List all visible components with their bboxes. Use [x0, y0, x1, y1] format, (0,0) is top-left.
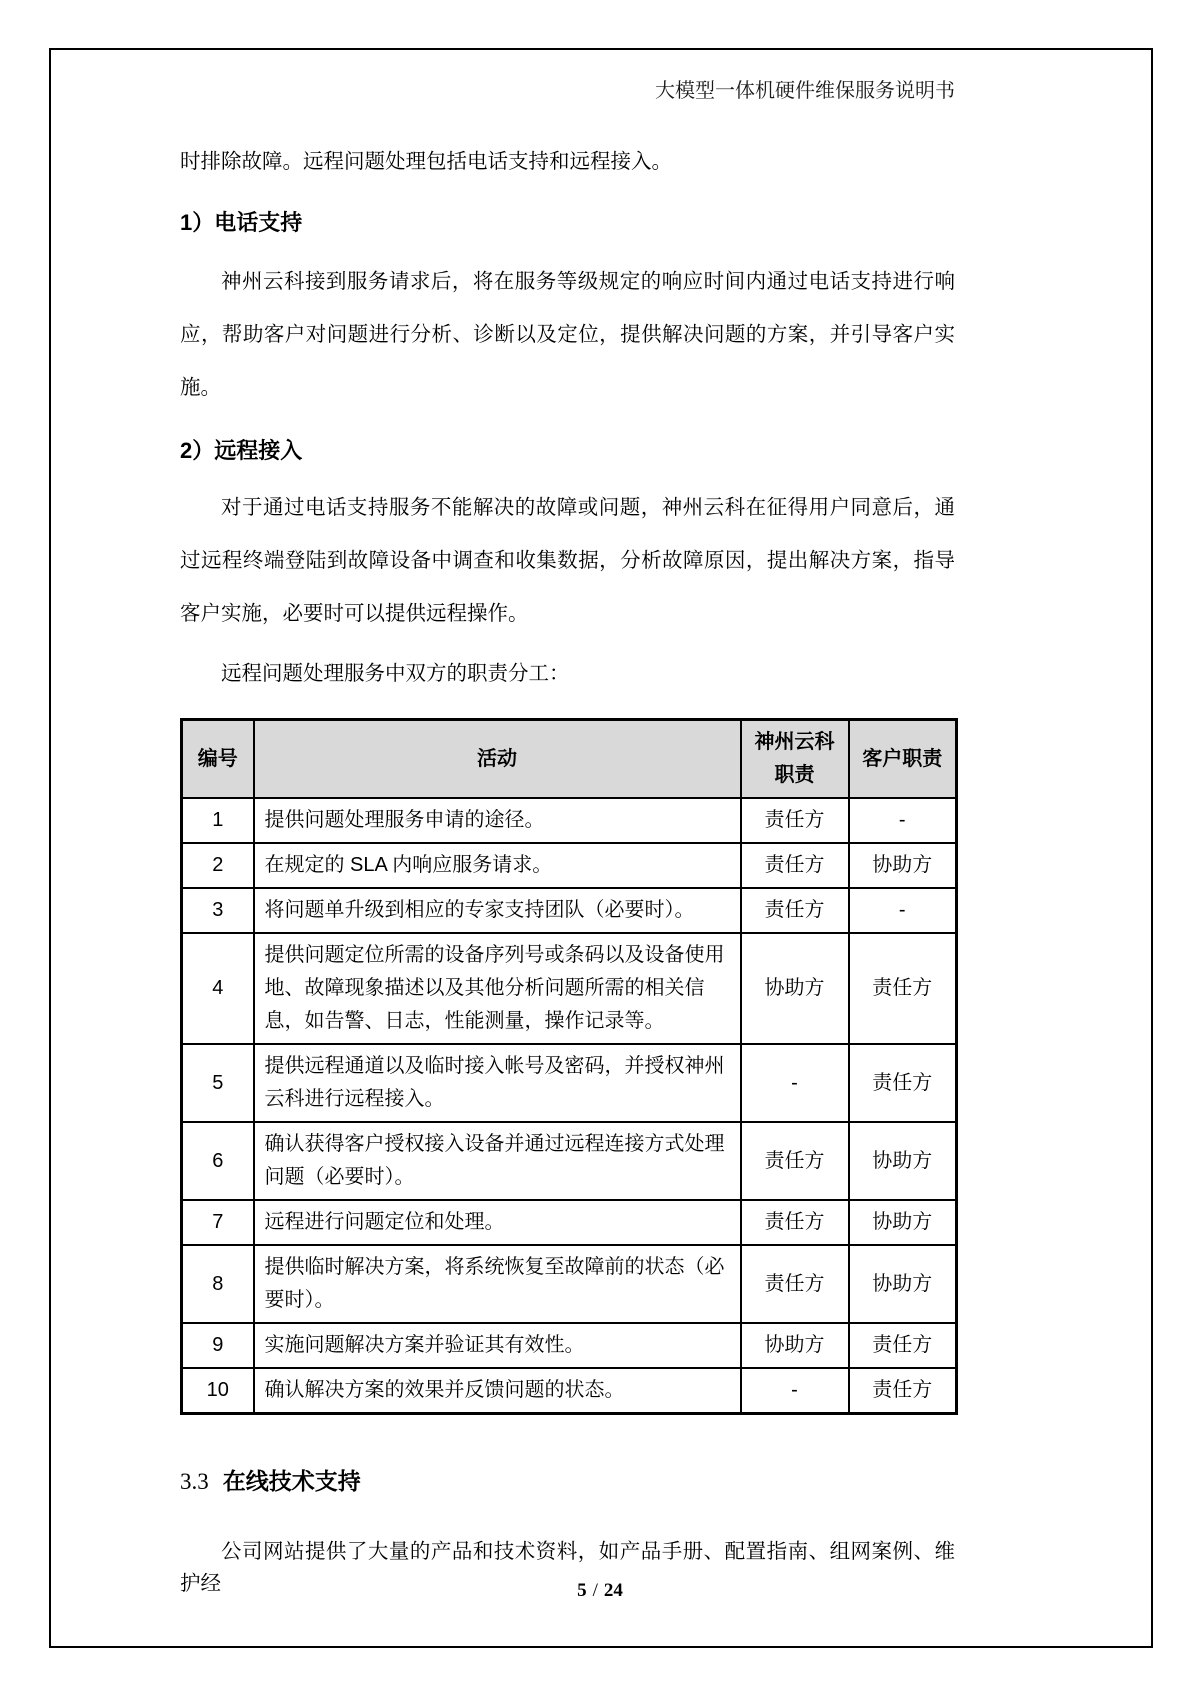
cell-number: 10: [182, 1368, 254, 1414]
responsibility-table: [180, 718, 958, 1415]
intro-paragraph: 时排除故障。远程问题处理包括电话支持和远程接入。: [180, 150, 672, 173]
heading-remote-access: 2）远程接入: [180, 438, 303, 463]
cell-number: 7: [182, 1200, 254, 1245]
cell-activity: 将问题单升级到相应的专家支持团队（必要时）。: [254, 888, 741, 933]
cell-customer-duty: 协助方: [849, 1200, 957, 1245]
cell-activity: 提供问题定位所需的设备序列号或条码以及设备使用地、故障现象描述以及其他分析问题所需的相关信息，如告警、日志，性能测量，操作记录等。: [254, 933, 741, 1044]
header-cell-activity: 活动: [254, 720, 741, 799]
cell-activity: 确认解决方案的效果并反馈问题的状态。: [254, 1368, 741, 1414]
table-row: [182, 1044, 957, 1122]
cell-activity: 确认获得客户授权接入设备并通过远程连接方式处理问题（必要时）。: [254, 1122, 741, 1200]
cell-activity: 提供远程通道以及临时接入帐号及密码，并授权神州云科进行远程接入。: [254, 1044, 741, 1122]
cell-number: 2: [182, 843, 254, 888]
table-row: [182, 888, 957, 933]
footer-separator: /: [592, 1580, 598, 1601]
cell-number: 4: [182, 933, 254, 1044]
footer-page-number: 5: [577, 1580, 587, 1601]
cell-customer-duty: -: [849, 798, 957, 843]
page-footer: [0, 1580, 1200, 1602]
table-row: [182, 1122, 957, 1200]
cell-number: 6: [182, 1122, 254, 1200]
cell-number: 8: [182, 1245, 254, 1323]
cell-customer-duty: 责任方: [849, 1368, 957, 1414]
cell-vendor-duty: -: [741, 1044, 849, 1122]
page-content: [180, 0, 955, 1600]
cell-activity: 提供问题处理服务申请的途径。: [254, 798, 741, 843]
cell-number: 3: [182, 888, 254, 933]
heading-phone-support: 1）电话支持: [180, 210, 303, 235]
table-header-row: [182, 720, 957, 799]
table-intro-line: 远程问题处理服务中双方的职责分工：: [221, 662, 570, 685]
cell-customer-duty: 协助方: [849, 843, 957, 888]
cell-activity: 实施问题解决方案并验证其有效性。: [254, 1323, 741, 1368]
table-row: [182, 933, 957, 1044]
table-row: [182, 1323, 957, 1368]
header-cell-number: 编号: [182, 720, 254, 799]
cell-activity: 远程进行问题定位和处理。: [254, 1200, 741, 1245]
cell-activity: 在规定的 SLA 内响应服务请求。: [254, 843, 741, 888]
section-number: 3.3: [180, 1469, 209, 1494]
table-row: [182, 1368, 957, 1414]
heading-online-support: [180, 1465, 955, 1498]
cell-vendor-duty: 协助方: [741, 1323, 849, 1368]
table-row: [182, 1245, 957, 1323]
cell-customer-duty: 责任方: [849, 1323, 957, 1368]
paragraph-online-support: 公司网站提供了大量的产品和技术资料，如产品手册、配置指南、组网案例、维护经: [180, 1540, 955, 1595]
document-header-title: 大模型一体机硬件维保服务说明书: [655, 80, 955, 102]
cell-customer-duty: 协助方: [849, 1122, 957, 1200]
cell-vendor-duty: 责任方: [741, 888, 849, 933]
cell-customer-duty: 责任方: [849, 933, 957, 1044]
cell-vendor-duty: 责任方: [741, 1122, 849, 1200]
section-title: 在线技术支持: [222, 1468, 361, 1494]
responsibility-table-body: [182, 798, 957, 1414]
paragraph-remote-access: 对于通过电话支持服务不能解决的故障或问题，神州云科在征得用户同意后，通过远程终端登陆到故障设备中调查和收集数据，分析故障原因，提出解决方案，指导客户实施，必要时可以提供远程操作。: [180, 496, 955, 625]
paragraph-phone-support: 神州云科接到服务请求后，将在服务等级规定的响应时间内通过电话支持进行响应，帮助客户对问题进行分析、诊断以及定位，提供解决问题的方案，并引导客户实施。: [180, 270, 955, 399]
header-cell-customer-duty: 客户职责: [849, 720, 957, 799]
cell-vendor-duty: 责任方: [741, 843, 849, 888]
cell-vendor-duty: 责任方: [741, 798, 849, 843]
cell-number: 5: [182, 1044, 254, 1122]
table-row: [182, 1200, 957, 1245]
cell-vendor-duty: -: [741, 1368, 849, 1414]
table-row: [182, 843, 957, 888]
cell-vendor-duty: 协助方: [741, 933, 849, 1044]
cell-customer-duty: 协助方: [849, 1245, 957, 1323]
footer-total-pages: 24: [603, 1580, 623, 1601]
table-row: [182, 798, 957, 843]
cell-number: 9: [182, 1323, 254, 1368]
cell-activity: 提供临时解决方案，将系统恢复至故障前的状态（必要时）。: [254, 1245, 741, 1323]
cell-customer-duty: 责任方: [849, 1044, 957, 1122]
header-cell-vendor-duty: 神州云科职责: [741, 720, 849, 799]
cell-vendor-duty: 责任方: [741, 1245, 849, 1323]
cell-customer-duty: -: [849, 888, 957, 933]
cell-number: 1: [182, 798, 254, 843]
cell-vendor-duty: 责任方: [741, 1200, 849, 1245]
